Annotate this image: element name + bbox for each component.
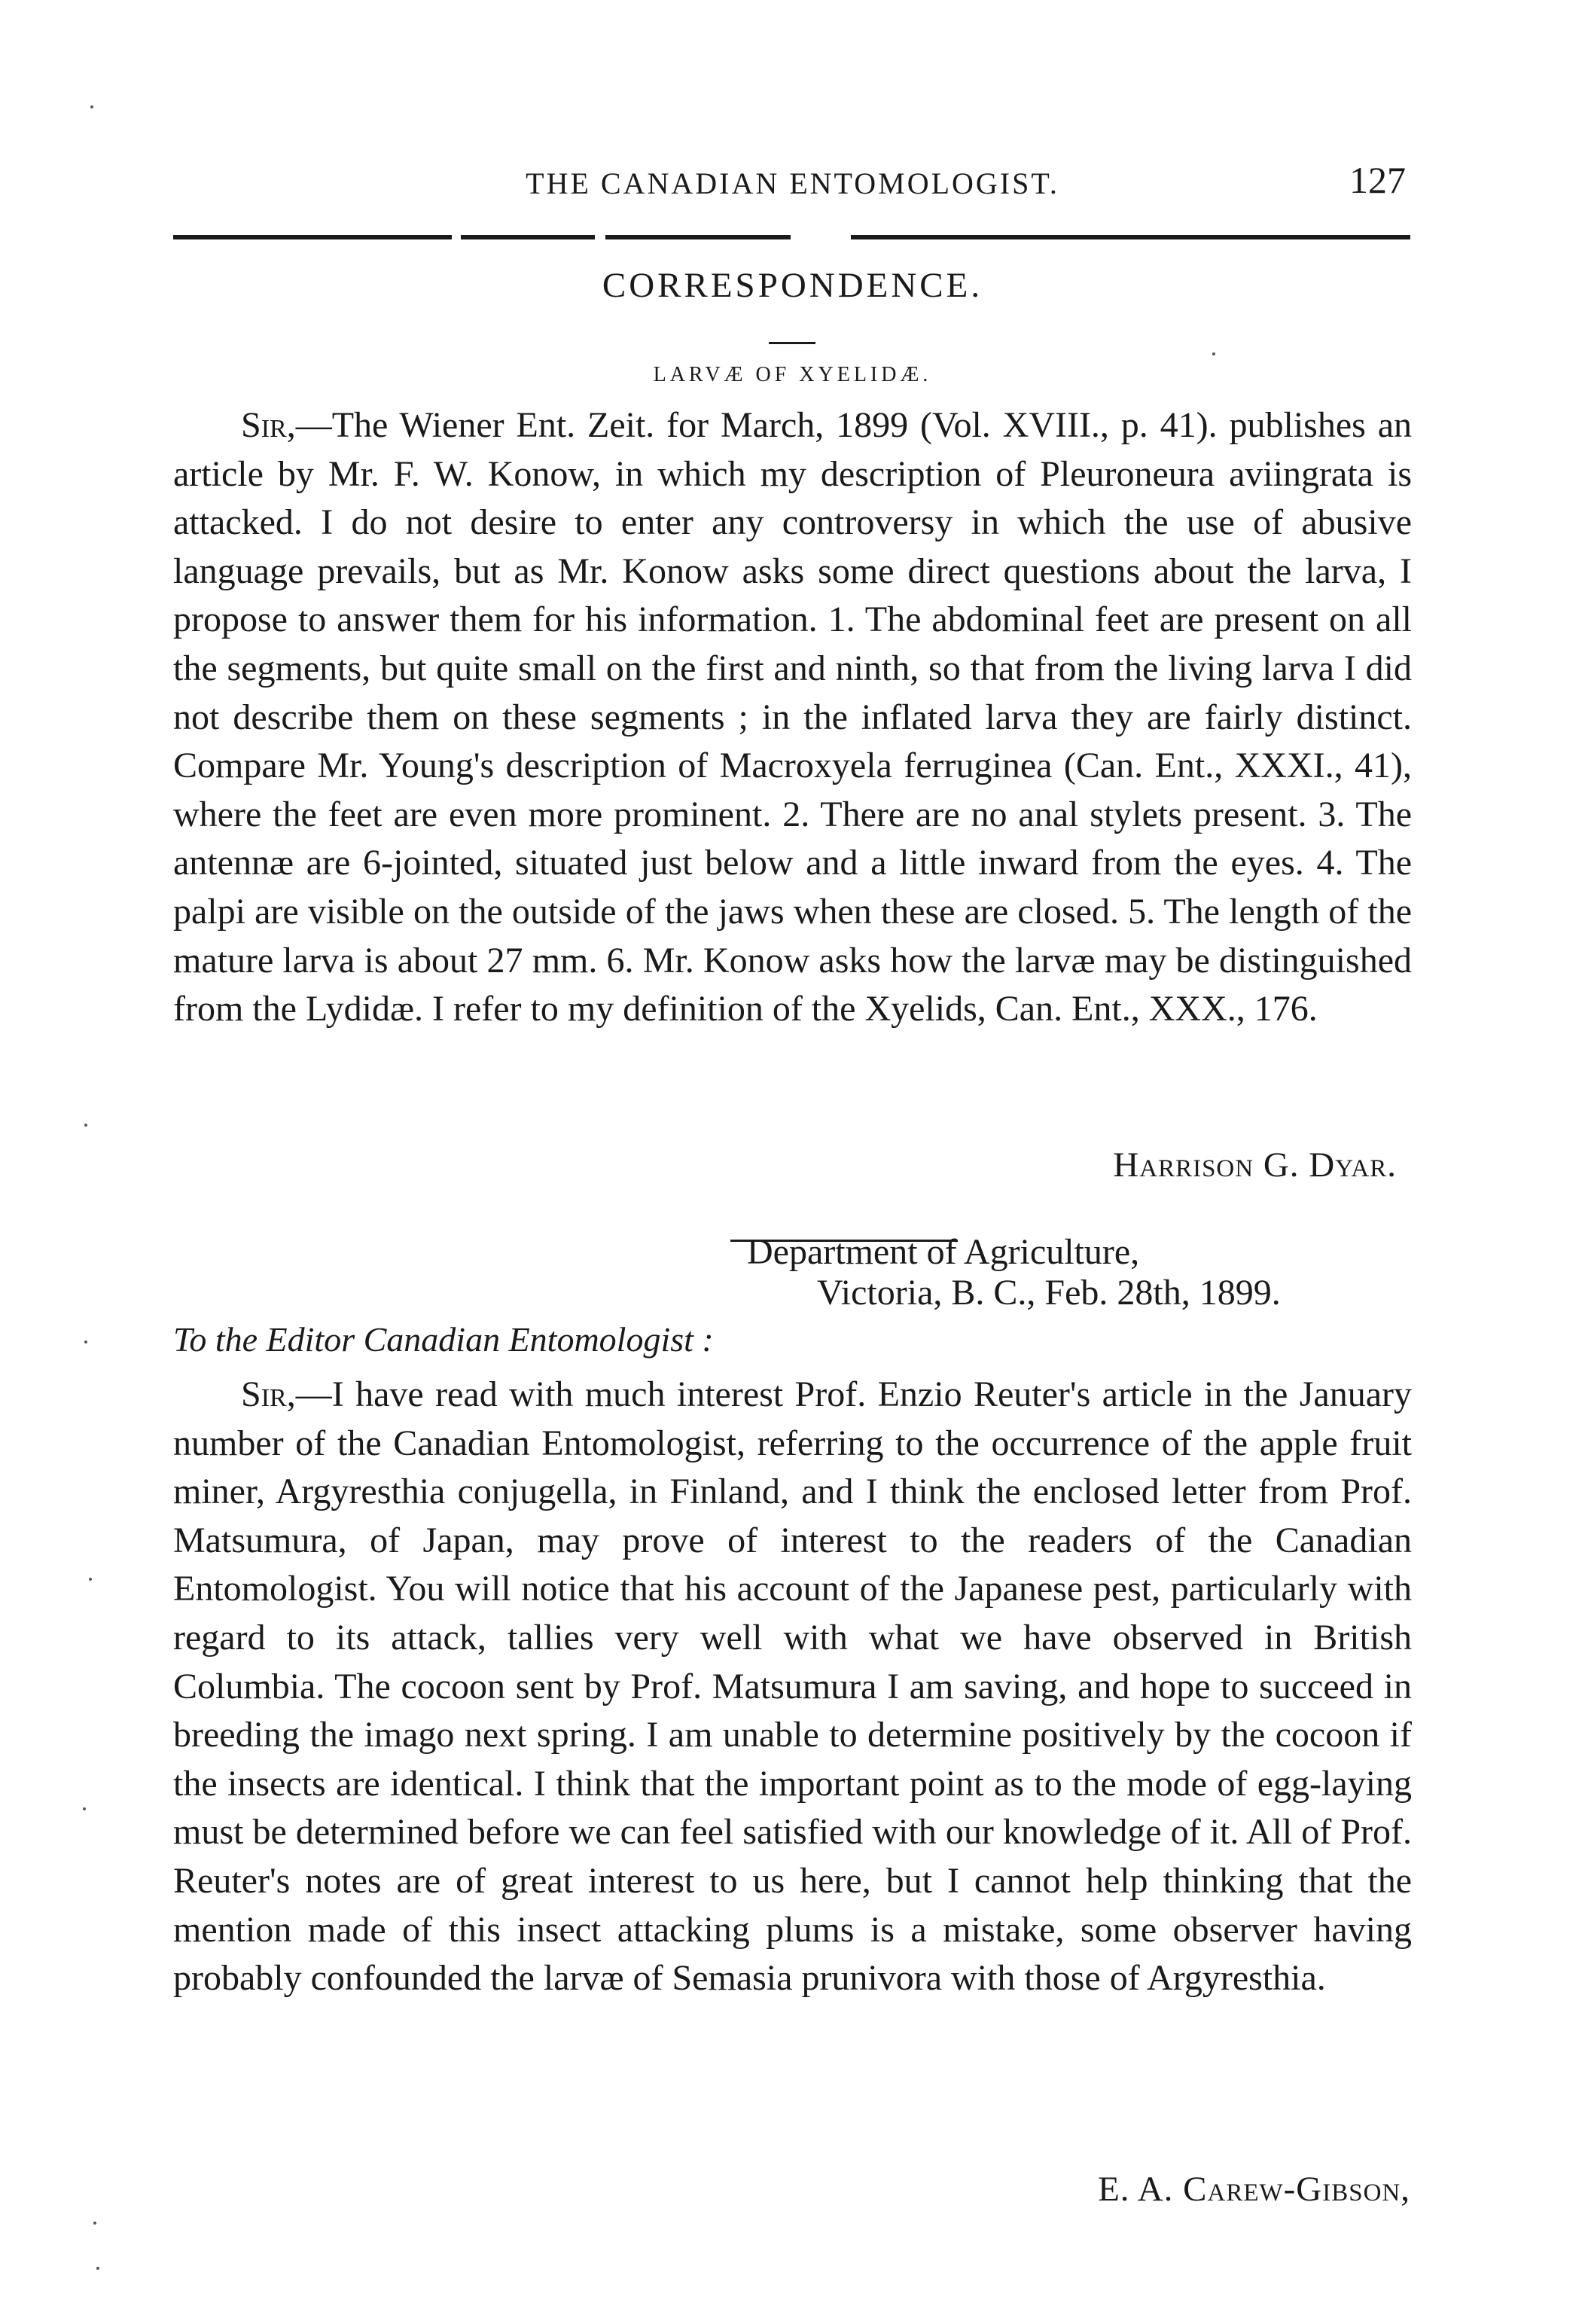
- running-head: [173, 158, 1412, 203]
- header-rule: [173, 235, 1410, 239]
- dateline-line1: Department of Agriculture,: [747, 1232, 1140, 1272]
- margin-speck: [89, 1578, 92, 1581]
- margin-speck: [93, 2222, 96, 2225]
- letter1-signature: Harrison G. Dyar.: [1113, 1145, 1397, 1185]
- margin-speck: [96, 2267, 99, 2270]
- margin-speck: [90, 105, 93, 108]
- letter2-signature: E. A. Carew-Gibson,: [1098, 2170, 1410, 2209]
- letter1-text: —The Wiener Ent. Zeit. for March, 1899 (Vol. XVIII., p. 41). publishes an article by Mr. F. W. Konow, in which my description of Pleuroneura aviingrata is attacked. I do not desire to enter any controversy in which the use of abusive language prevails, but as Mr. Konow asks some direct questions about the larva, I propose to answer them for his information. 1. The abdominal feet are present on all the segments, but quite small on the first and ninth, so that from the living larva I did not describe them on these segments ; in the inflated larva they are fairly distinct. Compare Mr. Young's description of Macroxyela ferruginea (Can. Ent., XXXI., 41), where the feet are even more prominent. 2. There are no anal stylets present. 3. The antennæ are 6-jointed, situated just below and a little inward from the eyes. 4. The palpi are visible on the outside of the jaws when these are closed. 5. The length of the mature larva is about 27 mm. 6. Mr. Konow asks how the larvæ may be distinguished from the Lydidæ. I refer to my definition of the Xyelids, Can. Ent., XXX., 176.: [173, 405, 1412, 1029]
- letter1-body: [173, 401, 1412, 1034]
- margin-speck: [84, 1340, 87, 1343]
- letter1-salutation: Sir,: [241, 405, 296, 445]
- letter1-subhead: LARVÆ OF XYELIDÆ.: [653, 363, 932, 386]
- dateline-line2: Victoria, B. C., Feb. 28th, 1899.: [817, 1273, 1281, 1313]
- margin-speck: [1212, 352, 1215, 355]
- letter2-text: —I have read with much interest Prof. Enzio Reuter's article in the January number of the Canadian Entomologist, referring to the occurrence of the apple fruit miner, Argyresthia conjugella, in Finland, and I think the enclosed letter from Prof. Matsumura, of Japan, may prove of interest to the readers of the Canadian Entomologist. You will notice that his account of the Japanese pest, particularly with regard to its attack, tallies very well with what we have observed in British Columbia. The cocoon sent by Prof. Matsumura I am saving, and hope to succeed in breeding the imago next spring. I am unable to determine positively by the cocoon if the insects are identical. I think that the important point as to the mode of egg-laying must be determined before we can feel satisfied with our knowledge of it. All of Prof. Reuter's notes are of great interest to us here, but I cannot help thinking that the mention made of this insect attacking plums is a mistake, some observer having probably confounded the larvæ of Semasia prunivora with those of Argyresthia.: [173, 1374, 1412, 1999]
- letter2-salutation: Sir,: [241, 1374, 296, 1414]
- letter2-body: [173, 1371, 1412, 2003]
- page-number: 127: [1349, 159, 1406, 201]
- margin-speck: [84, 1124, 87, 1127]
- margin-speck: [83, 1807, 86, 1810]
- section-title-rule: [769, 342, 815, 344]
- running-title: THE CANADIAN ENTOMOLOGIST.: [526, 166, 1059, 200]
- section-title: CORRESPONDENCE.: [602, 266, 983, 305]
- addressee: To the Editor Canadian Entomologist :: [173, 1320, 714, 1359]
